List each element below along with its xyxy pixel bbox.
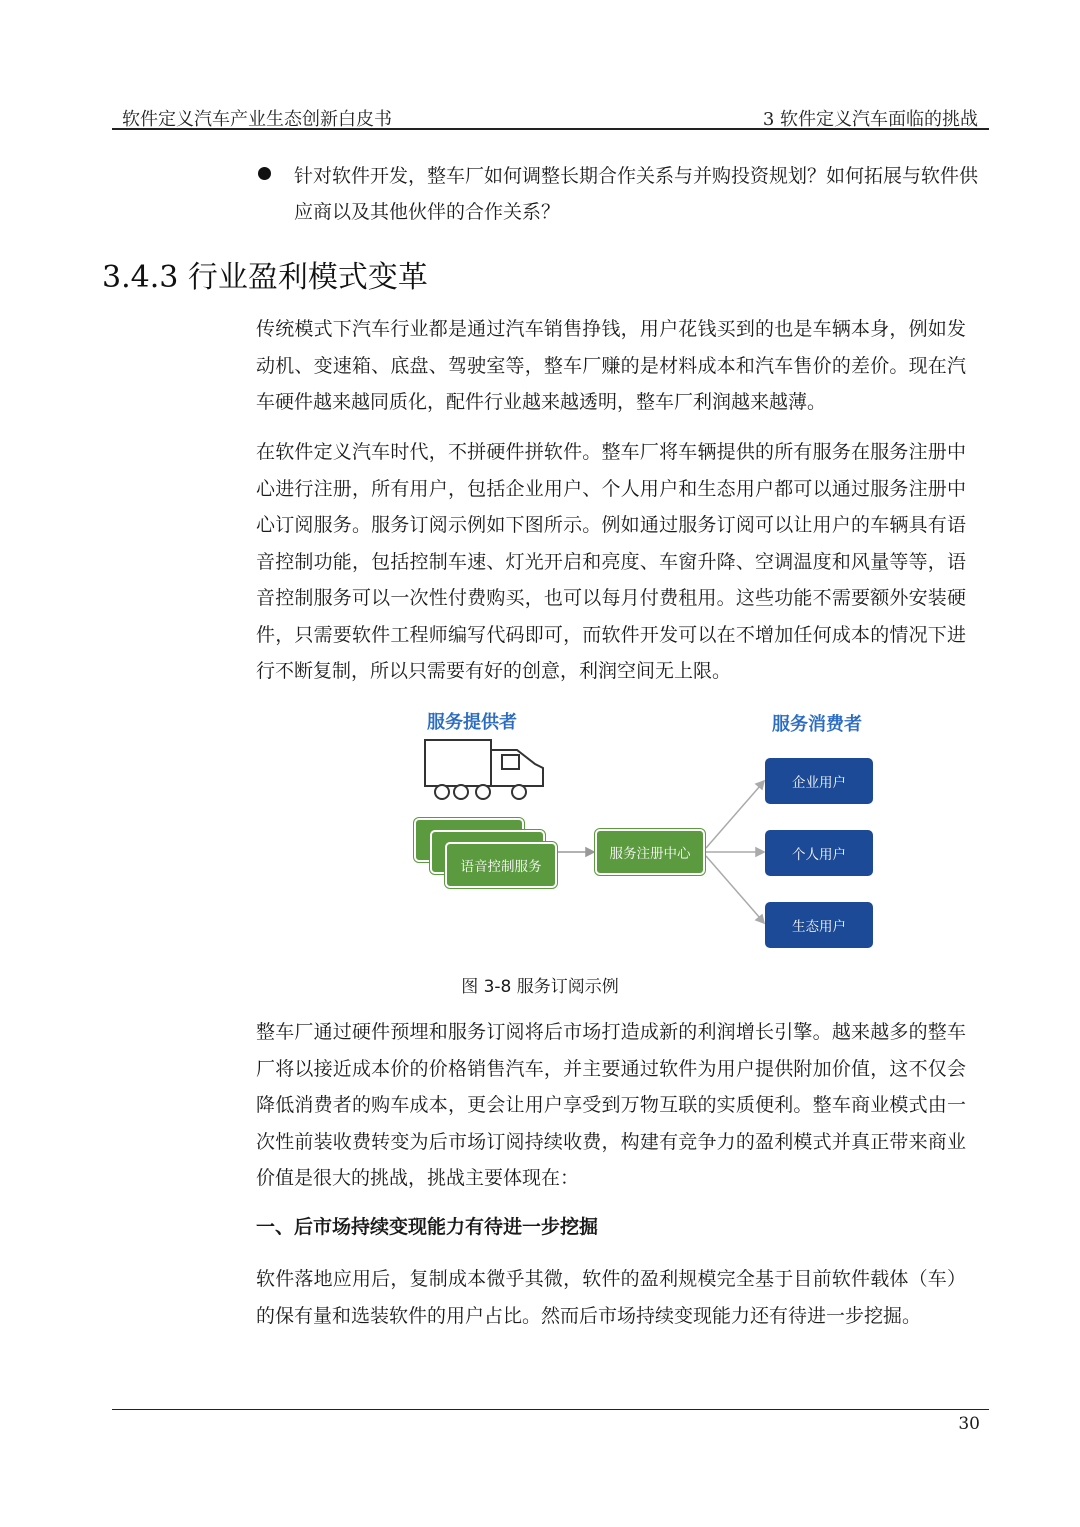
- header-chapter-title: 3 软件定义汽车面临的挑战: [762, 109, 978, 130]
- section-title: 行业盈利模式变革: [187, 260, 428, 295]
- provider-label: 服务提供者: [427, 712, 517, 733]
- paragraph-monetization: 软件落地应用后，复制成本微乎其微，软件的盈利规模完全基于目前软件载体（车）的保有量和选装软件的用户占比。然而后市场持续变现能力还有待进一步挖掘。: [256, 1268, 966, 1327]
- truck-icon: [425, 740, 543, 799]
- header-divider: [112, 128, 989, 130]
- arrow-registry-to-enterprise: [706, 781, 764, 848]
- section-heading: [102, 252, 428, 296]
- paragraph-software-era: 在软件定义汽车时代，不拼硬件拼软件。整车厂将车辆提供的所有服务在服务注册中心进行注册，所有用户，包括企业用户、个人用户和生态用户都可以通过服务注册中心订阅服务。服务订阅示例如下图所示。例如通过服务订阅可以让用户的车辆具有语音控制功能，包括控制车速、灯光开启和亮度、车窗升降、空调温度和风量等等，语音控制服务可以一次性付费购买，也可以每月付费租用。这些功能不需要额外安装硬件，只需要软件工程师编写代码即可，而软件开发可以在不增加任何成本的情况下进行不断复制，所以只需要有好的创意，利润空间无上限。: [256, 441, 966, 682]
- footer-divider: [112, 1409, 989, 1410]
- consumer-enterprise-user: 企业用户: [765, 758, 873, 804]
- service-box-voice-control: 语音控制服务: [445, 842, 557, 888]
- registry-center-box: 服务注册中心: [595, 829, 705, 875]
- service-subscription-figure: [405, 700, 905, 960]
- bullet-item: 针对软件开发，整车厂如何调整长期合作关系与并购投资规划？如何拓展与软件供应商以及其他伙伴的合作关系？: [294, 165, 979, 223]
- figure-caption: 图 3-8 服务订阅示例: [461, 977, 619, 997]
- arrow-registry-to-ecosystem: [706, 856, 764, 923]
- paragraph-aftermarket: 整车厂通过硬件预埋和服务订阅将后市场打造成新的利润增长引擎。越来越多的整车厂将以接近成本价的价格销售汽车，并主要通过软件为用户提供附加价值，这不仅会降低消费者的购车成本，更会让用户享受到万物互联的实质便利。整车商业模式由一次性前装收费转变为后市场订阅持续收费，构建有竞争力的盈利模式并真正带来商业价值是很大的挑战，挑战主要体现在：: [256, 1021, 966, 1189]
- consumer-label: 服务消费者: [772, 714, 862, 735]
- header-document-title: 软件定义汽车产业生态创新白皮书: [122, 109, 392, 130]
- paragraph-traditional-model: 传统模式下汽车行业都是通过汽车销售挣钱，用户花钱买到的也是车辆本身，例如发动机、变速箱、底盘、驾驶室等，整车厂赚的是材料成本和汽车售价的差价。现在汽车硬件越来越同质化，配件行业越来越透明，整车厂利润越来越薄。: [256, 318, 966, 413]
- bullet-dot-icon: [258, 167, 271, 180]
- page-number: 30: [958, 1414, 980, 1434]
- consumer-personal-user: 个人用户: [765, 830, 873, 876]
- section-number: 3.4.3: [102, 260, 179, 295]
- arrow-registry-to-personal: [706, 848, 764, 856]
- consumer-ecosystem-user: 生态用户: [765, 902, 873, 948]
- arrow-service-to-registry: [557, 848, 594, 856]
- subheading-monetization: 一、后市场持续变现能力有待进一步挖掘: [256, 1216, 599, 1238]
